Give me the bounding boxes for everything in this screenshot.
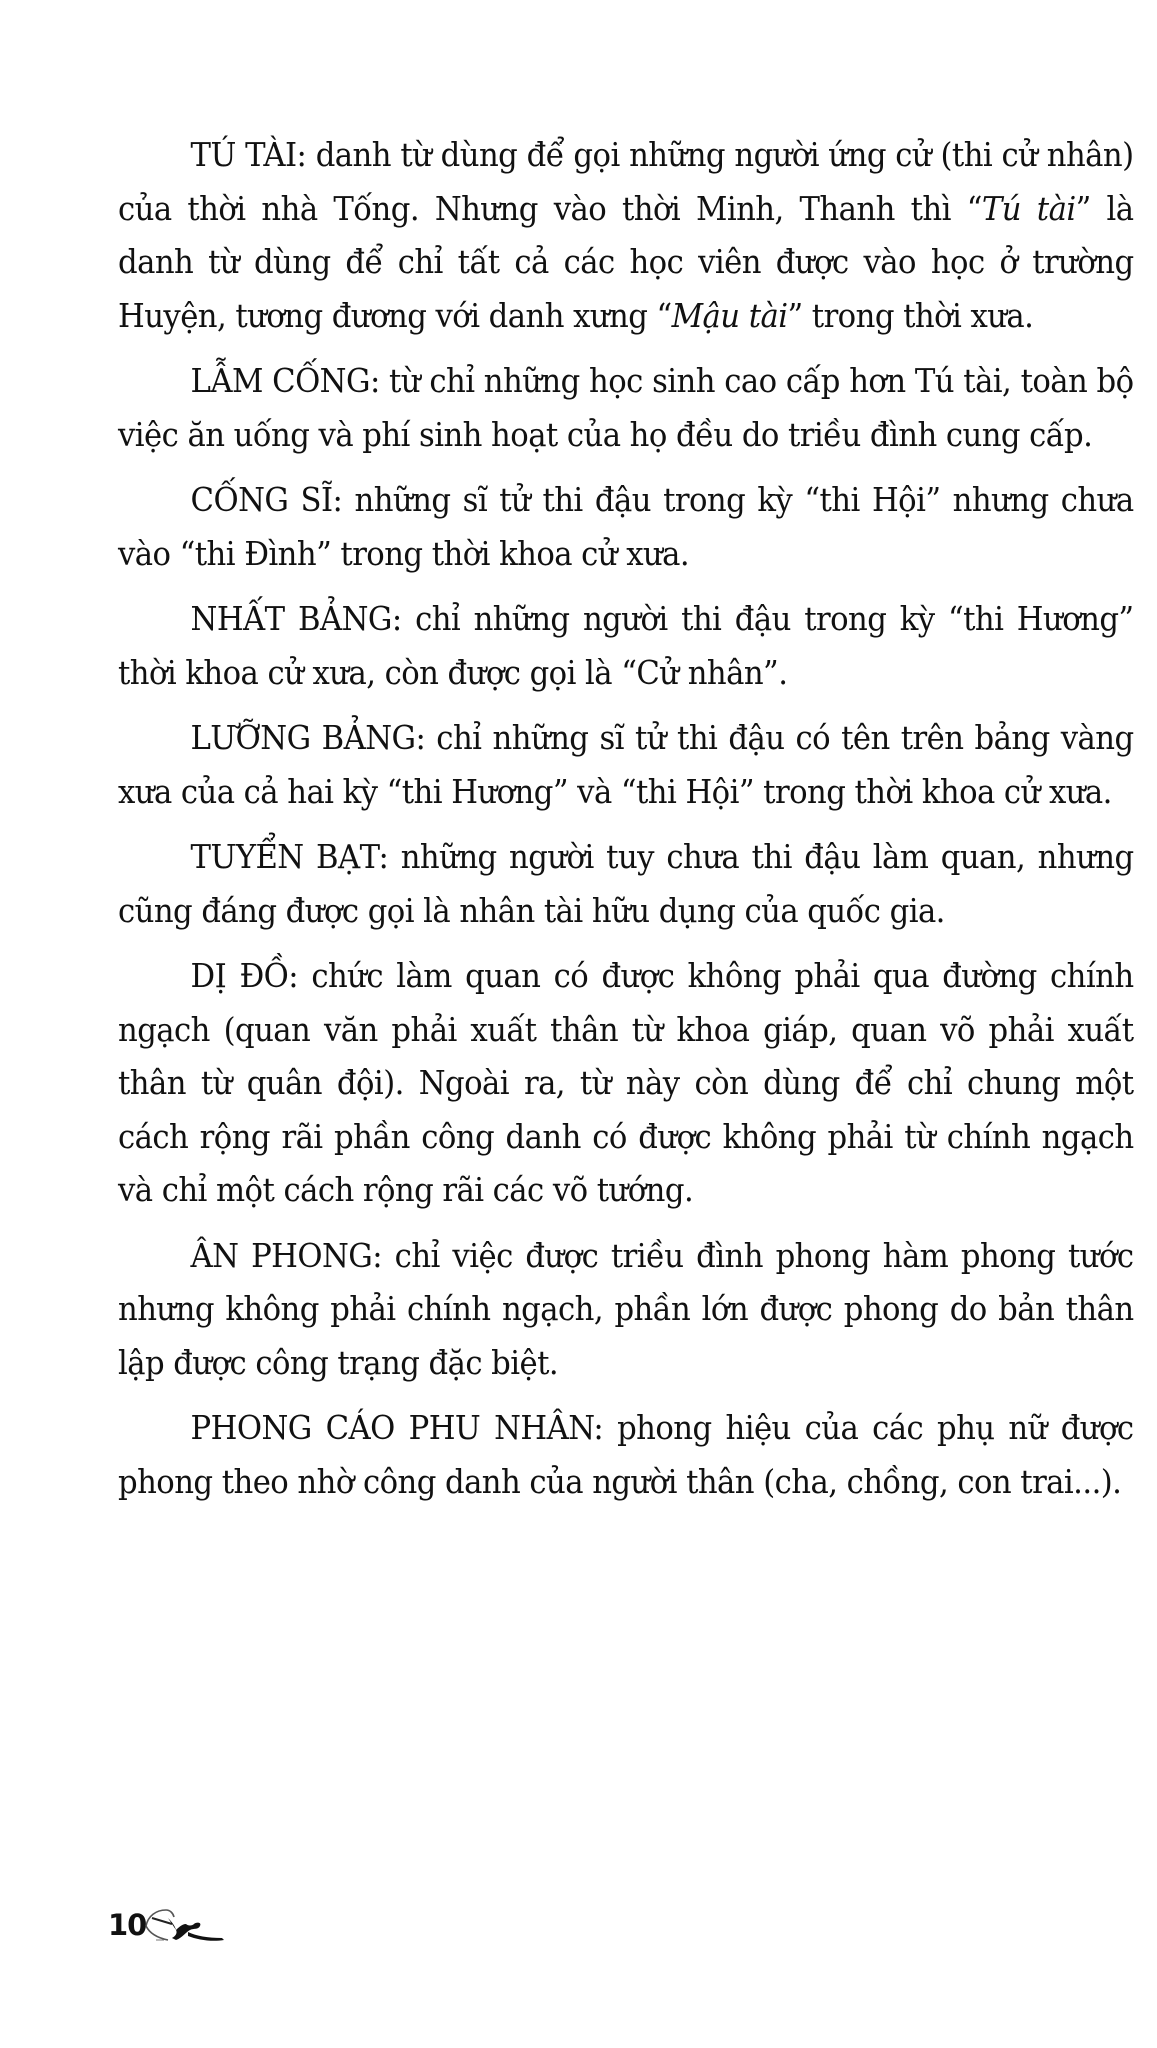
entry-text: “	[966, 188, 982, 228]
entry-di-do	[118, 949, 1134, 1217]
page-number: 10	[108, 1908, 147, 1942]
entry-luong-bang	[118, 711, 1134, 818]
entry-term: LẪM CỐNG	[190, 361, 370, 400]
entry-definition: : những sĩ tử thi đậu trong kỳ “thi Hội” nhưng chưa vào “thi Đình” trong thời khoa cử xưa.	[118, 480, 1134, 573]
entry-definition: : phong hiệu của các phụ nữ được phong theo nhờ công danh của người thân (cha, chồng, con trai...).	[118, 1408, 1134, 1501]
entry-italic-term: Tú tài	[981, 188, 1076, 228]
entry-an-phong	[118, 1229, 1134, 1390]
entry-term: NHẤT BẢNG	[190, 599, 392, 638]
entry-phong-cao-phu-nhan	[118, 1401, 1134, 1508]
entry-term: PHONG CÁO PHU NHÂN	[190, 1408, 594, 1447]
entry-lam-cong	[118, 354, 1134, 461]
entry-tuyen-bat	[118, 830, 1134, 937]
entry-term: LƯỠNG BẢNG	[190, 718, 416, 757]
entry-definition: : chỉ những người thi đậu trong kỳ “thi Hương” thời khoa cử xưa, còn được gọi là “Cử nhân”.	[118, 599, 1134, 692]
entry-italic-term: Mậu tài	[671, 295, 788, 335]
entry-definition: : những người tuy chưa thi đậu làm quan, nhưng cũng đáng được gọi là nhân tài hữu dụng của quốc gia.	[118, 837, 1134, 930]
entry-text: ” trong thời xưa.	[787, 295, 1034, 335]
rider-flourish-icon	[142, 1904, 232, 1946]
entry-term: DỊ ĐỒ	[190, 956, 289, 995]
page-body	[118, 128, 1134, 1520]
entry-term: TÚ TÀI	[190, 135, 297, 174]
entry-nhat-bang	[118, 592, 1134, 699]
entry-text: ” là danh từ dùng để chỉ tất cả các học viên được vào học ở trường Huyện, tương đương với danh xưng “	[118, 188, 1134, 335]
entry-text: : danh từ dùng để gọi những người ứng cử (thi cử nhân) của thời nhà Tống. Nhưng vào thời Minh, Thanh thì	[118, 135, 1134, 228]
entry-definition: : chức làm quan có được không phải qua đường chính ngạch (quan văn phải xuất thân từ khoa giáp, quan võ phải xuất thân từ quân đội). Ngoài ra, từ này còn dùng để chỉ chung một cách rộng rãi phần công danh có được không phải từ chính ngạch và chỉ một cách rộng rãi các võ tướng.	[118, 956, 1134, 1209]
entry-tu-tai	[118, 128, 1134, 342]
entry-definition: : chỉ việc được triều đình phong hàm phong tước nhưng không phải chính ngạch, phần lớn được phong do bản thân lập được công trạng đặc biệt.	[118, 1235, 1134, 1382]
page-footer	[108, 1900, 232, 1950]
entry-term: CỐNG SĨ	[190, 480, 333, 519]
entry-term: ÂN PHONG	[190, 1235, 373, 1275]
entry-term: TUYỂN BẠT	[190, 837, 379, 876]
entry-definition: : từ chỉ những học sinh cao cấp hơn Tú tài, toàn bộ việc ăn uống và phí sinh hoạt của họ đều do triều đình cung cấp.	[118, 361, 1134, 454]
entry-cong-si	[118, 473, 1134, 580]
entry-definition: : chỉ những sĩ tử thi đậu có tên trên bảng vàng xưa của cả hai kỳ “thi Hương” và “thi Hội” trong thời khoa cử xưa.	[118, 718, 1134, 811]
